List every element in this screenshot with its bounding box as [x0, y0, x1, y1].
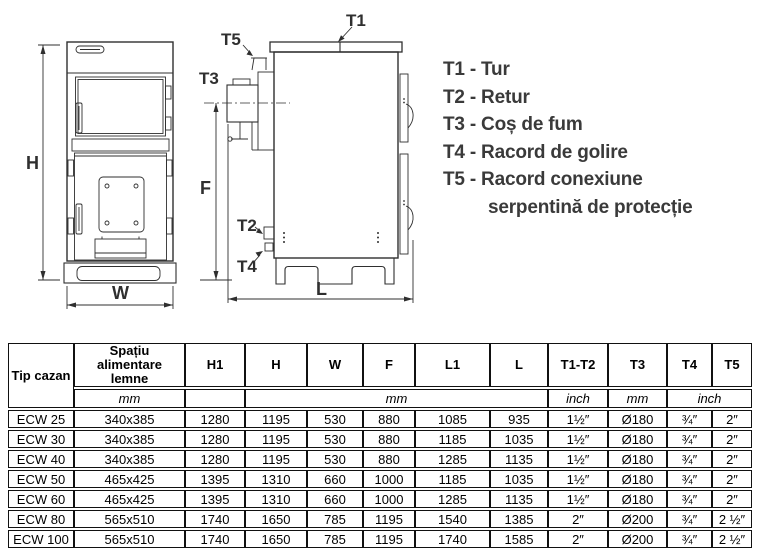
cell-spatiu: 340x385	[74, 430, 185, 448]
dimension-w	[67, 283, 173, 309]
table-row	[8, 490, 752, 508]
cell-spatiu: 340x385	[74, 450, 185, 468]
cell-t3: Ø180	[608, 410, 667, 428]
cell-h1: 1395	[185, 490, 245, 508]
legend-entry-t3: T3 - Coș de fum	[443, 114, 583, 135]
cell-f: 1000	[363, 470, 415, 488]
cell-t1t2: 1½″	[548, 450, 608, 468]
legend-entry-t4: T4 - Racord de golire	[443, 141, 628, 163]
cell-w: 660	[307, 490, 363, 508]
table-row	[8, 510, 752, 528]
cell-h: 1310	[245, 470, 307, 488]
cell-h: 1650	[245, 510, 307, 528]
body-outline	[270, 42, 402, 258]
col-header-f: F	[363, 343, 415, 387]
table-row	[8, 410, 752, 428]
cell-l: 1135	[490, 490, 548, 508]
cell-w: 530	[307, 450, 363, 468]
cell-h: 1195	[245, 430, 307, 448]
table-row	[8, 470, 752, 488]
cell-w: 660	[307, 470, 363, 488]
cell-t1t2: 2″	[548, 510, 608, 528]
rear-hinge-bars	[400, 74, 413, 254]
label-t5: T5	[221, 30, 241, 49]
cell-t1t2: 1½″	[548, 410, 608, 428]
cell-f: 880	[363, 450, 415, 468]
dimensions-table	[8, 341, 752, 550]
cell-l: 1135	[490, 450, 548, 468]
cell-spatiu: 465x425	[74, 490, 185, 508]
cell-t5: 2″	[712, 490, 752, 508]
legend-entry-t2: T2 - Retur	[443, 86, 530, 108]
table-row	[8, 530, 752, 548]
cell-t1t2: 1½″	[548, 470, 608, 488]
unit-spatiu: mm	[74, 389, 185, 408]
table-row	[8, 450, 752, 468]
side-view	[199, 11, 413, 303]
cell-l1: 1185	[415, 430, 490, 448]
cell-h1: 1280	[185, 410, 245, 428]
lower-door	[68, 153, 172, 260]
cell-w: 785	[307, 510, 363, 528]
cell-t5: 2″	[712, 450, 752, 468]
label-t4: T4	[237, 257, 257, 276]
unit-t1t2: inch	[548, 389, 608, 408]
legend-entry-t1: T1 - Tur	[443, 59, 510, 80]
vent-holes	[283, 232, 379, 243]
cell-t3: Ø180	[608, 490, 667, 508]
cell-l: 1385	[490, 510, 548, 528]
port-labels	[199, 11, 366, 276]
cell-l1: 1185	[415, 470, 490, 488]
cell-tip: ECW 100	[8, 530, 74, 548]
cell-h: 1310	[245, 490, 307, 508]
cell-t4: ¾″	[667, 450, 712, 468]
cell-t4: ¾″	[667, 490, 712, 508]
cell-t5: 2″	[712, 470, 752, 488]
cell-h1: 1280	[185, 450, 245, 468]
col-header-tip: Tip cazan	[8, 343, 74, 408]
col-header-h: H	[245, 343, 307, 387]
cell-f: 1195	[363, 510, 415, 528]
cell-tip: ECW 60	[8, 490, 74, 508]
dimension-h	[26, 45, 60, 280]
cell-l: 935	[490, 410, 548, 428]
cell-t3: Ø200	[608, 510, 667, 528]
cell-tip: ECW 40	[8, 450, 74, 468]
dim-label-f: F	[200, 178, 211, 198]
cell-t1t2: 1½″	[548, 490, 608, 508]
col-header-w: W	[307, 343, 363, 387]
cell-tip: ECW 25	[8, 410, 74, 428]
cell-t4: ¾″	[667, 510, 712, 528]
cell-t4: ¾″	[667, 470, 712, 488]
cell-t5: 2″	[712, 410, 752, 428]
upper-door	[76, 77, 172, 136]
base-frame	[276, 258, 394, 284]
legend-entry-t5: T5 - Racord conexiune	[443, 169, 643, 190]
cell-f: 1195	[363, 530, 415, 548]
middle-band	[72, 139, 169, 151]
label-t3: T3	[199, 69, 219, 88]
cell-l: 1585	[490, 530, 548, 548]
cell-l: 1035	[490, 430, 548, 448]
cabinet-outline	[67, 42, 173, 261]
cell-spatiu: 465x425	[74, 470, 185, 488]
cell-f: 880	[363, 410, 415, 428]
cell-spatiu: 565x510	[74, 510, 185, 528]
cell-t5: 2″	[712, 430, 752, 448]
cell-h: 1195	[245, 410, 307, 428]
cell-spatiu: 565x510	[74, 530, 185, 548]
base-pedestal	[64, 263, 176, 283]
cell-h1: 1280	[185, 430, 245, 448]
dimension-f	[200, 103, 232, 280]
cell-h1: 1740	[185, 530, 245, 548]
cell-l1: 1540	[415, 510, 490, 528]
front-view	[26, 42, 176, 309]
cell-w: 530	[307, 430, 363, 448]
header-row	[8, 343, 752, 387]
unit-t4t5: inch	[667, 389, 752, 408]
cell-w: 785	[307, 530, 363, 548]
port-leaders	[243, 27, 352, 263]
col-header-l1: L1	[415, 343, 490, 387]
cell-t1t2: 2″	[548, 530, 608, 548]
table-row	[8, 430, 752, 448]
cell-l1: 1285	[415, 490, 490, 508]
label-t2: T2	[237, 216, 257, 235]
cell-l1: 1085	[415, 410, 490, 428]
cell-w: 530	[307, 410, 363, 428]
col-header-spatiu: Spațiu alimentare lemne	[74, 343, 185, 387]
col-header-t4: T4	[667, 343, 712, 387]
cell-h: 1650	[245, 530, 307, 548]
port-legend	[443, 56, 692, 221]
col-header-t3: T3	[608, 343, 667, 387]
unit-h1-empty	[185, 389, 245, 408]
dim-label-h: H	[26, 153, 39, 173]
label-t1: T1	[346, 11, 366, 30]
col-header-t1t2: T1-T2	[548, 343, 608, 387]
cell-f: 880	[363, 430, 415, 448]
cell-t3: Ø200	[608, 530, 667, 548]
cell-t5: 2 ½″	[712, 510, 752, 528]
cell-t4: ¾″	[667, 530, 712, 548]
cell-l1: 1285	[415, 450, 490, 468]
cell-tip: ECW 30	[8, 430, 74, 448]
cell-l1: 1740	[415, 530, 490, 548]
cell-t3: Ø180	[608, 450, 667, 468]
dim-label-w: W	[112, 283, 129, 303]
unit-t3: mm	[608, 389, 667, 408]
col-header-t5: T5	[712, 343, 752, 387]
cell-t1t2: 1½″	[548, 430, 608, 448]
cell-l: 1035	[490, 470, 548, 488]
legend-entry-t5-continuation: serpentină de protecție	[488, 196, 693, 218]
cell-t3: Ø180	[608, 430, 667, 448]
cell-tip: ECW 80	[8, 510, 74, 528]
col-header-h1: H1	[185, 343, 245, 387]
cell-t4: ¾″	[667, 430, 712, 448]
col-header-l: L	[490, 343, 548, 387]
cell-f: 1000	[363, 490, 415, 508]
cell-t5: 2 ½″	[712, 530, 752, 548]
t5-fitting	[251, 58, 267, 70]
unit-dims: mm	[245, 389, 548, 408]
t2-t4-fittings	[264, 227, 274, 251]
cell-h1: 1740	[185, 510, 245, 528]
cell-t4: ¾″	[667, 410, 712, 428]
cell-h: 1195	[245, 450, 307, 468]
cell-h1: 1395	[185, 470, 245, 488]
dim-label-l: L	[316, 279, 327, 299]
units-row	[8, 389, 752, 408]
cell-t3: Ø180	[608, 470, 667, 488]
cell-tip: ECW 50	[8, 470, 74, 488]
cell-spatiu: 340x385	[74, 410, 185, 428]
